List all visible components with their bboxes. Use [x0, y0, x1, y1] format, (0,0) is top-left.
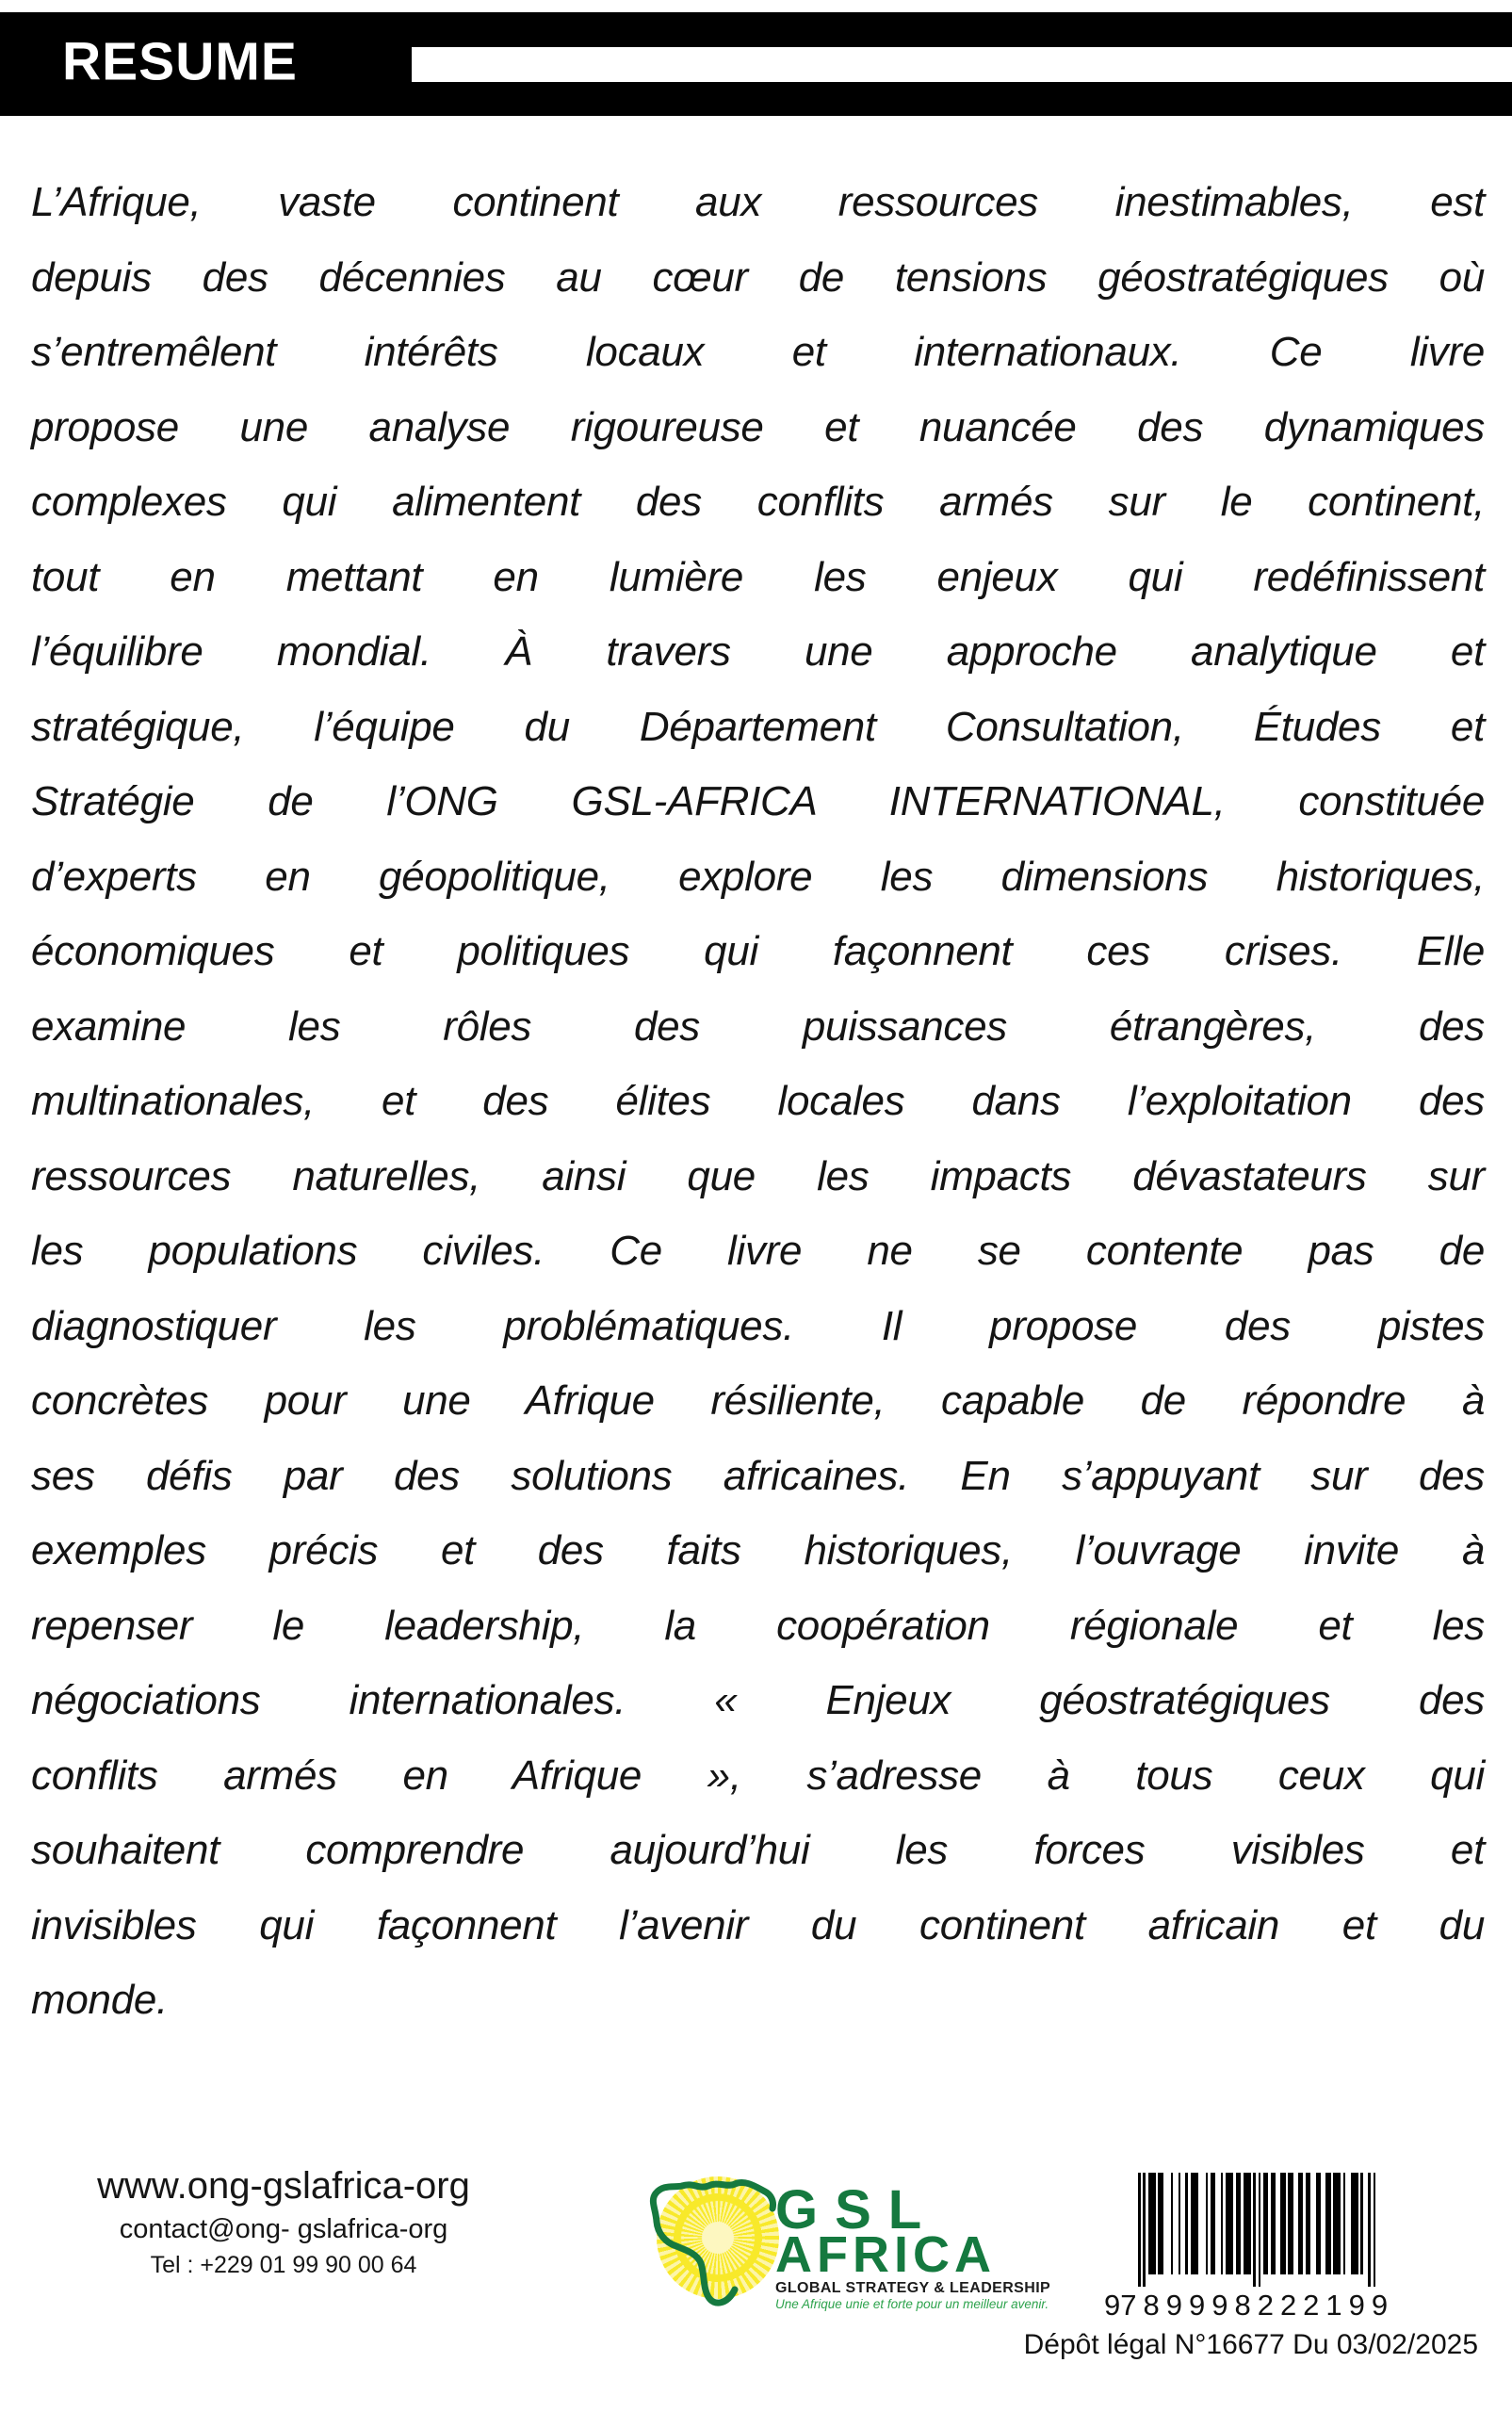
header-band: [0, 12, 1512, 116]
summary-line: exemples précis et des faits historiques, l’ouvrage invite à: [31, 1527, 1485, 1573]
summary-line: Stratégie de l’ONG GSL-AFRICA INTERNATIONAL, constituée: [31, 778, 1485, 824]
africa-outline-icon: [641, 2173, 782, 2323]
summary-line: examine les rôles des puissances étrangères, des: [31, 1002, 1485, 1050]
barcode-digit-left: 9: [1104, 2289, 1121, 2322]
logo-tagline: Une Afrique unie et forte pour un meilleur avenir.: [775, 2297, 1049, 2311]
summary-line: stratégique, l’équipe du Département Consultation, Études et: [31, 703, 1485, 750]
summary-line: l’équilibre mondial. À travers une approche analytique et: [31, 628, 1485, 675]
summary-line: multinationales, et des élites locales dans l’exploitation des: [31, 1078, 1485, 1124]
summary-line: concrètes pour une Afrique résiliente, capable de répondre à: [31, 1377, 1485, 1424]
summary-line: conflits armés en Afrique », s’adresse à tous ceux qui: [31, 1752, 1485, 1799]
summary-line: propose une analyse rigoureuse et nuancée des dynamiques: [31, 403, 1485, 450]
summary-line: invisibles qui façonnent l’avenir du continent africain et du: [31, 1901, 1485, 1948]
summary-text: [31, 179, 1485, 2052]
summary-line: complexes qui alimentent des conflits armés sur le continent,: [31, 479, 1485, 525]
logo-text-block: [775, 2179, 1051, 2312]
gsl-africa-logo: [655, 2173, 1051, 2319]
header-accent-bar: [412, 47, 1512, 82]
summary-line: s’entremêlent intérêts locaux et internationaux. Ce livre: [31, 329, 1485, 375]
logo-subtitle: GLOBAL STRATEGY & LEADERSHIP: [775, 2280, 1051, 2296]
legal-deposit: Dépôt légal N°16677 Du 03/02/2025: [1023, 2329, 1478, 2360]
barcode-bars: [1138, 2173, 1375, 2287]
summary-line: les populations civiles. Ce livre ne se contente pas de: [31, 1228, 1485, 1274]
summary-line: diagnostiquer les problématiques. Il propose des pistes: [31, 1302, 1485, 1349]
contact-phone: Tel : +229 01 99 90 00 64: [150, 2252, 417, 2278]
website-url: www.ong-gslafrica-org: [97, 2165, 470, 2207]
summary-line: repenser le leadership, la coopération régionale et les: [31, 1602, 1485, 1649]
barcode-digits: [1104, 2289, 1395, 2322]
contact-email: contact@ong- gslafrica-org: [119, 2214, 448, 2244]
barcode-group-2: 222199: [1257, 2289, 1395, 2322]
summary-line: L’Afrique, vaste continent aux ressources inestimables, est: [31, 179, 1485, 225]
summary-line: ses défis par des solutions africaines. En s’appuyant sur des: [31, 1452, 1485, 1499]
summary-line: ressources naturelles, ainsi que les impacts dévastateurs sur: [31, 1152, 1485, 1199]
logo-name-top: GSL: [775, 2179, 939, 2241]
page-title: RESUME: [62, 31, 298, 92]
barcode: [1104, 2173, 1395, 2322]
summary-line: depuis des décennies au cœur de tensions géostratégiques où: [31, 253, 1485, 301]
barcode-group-1: 789998: [1120, 2289, 1258, 2322]
summary-line: tout en mettant en lumière les enjeux qui redéfinissent: [31, 553, 1485, 600]
summary-line: d’experts en géopolitique, explore les dimensions historiques,: [31, 853, 1485, 900]
summary-line: économiques et politiques qui façonnent ces crises. Elle: [31, 928, 1485, 974]
contact-block: [42, 2161, 525, 2282]
summary-line: négociations internationales. « Enjeux géostratégiques des: [31, 1677, 1485, 1723]
summary-line: monde.: [31, 1977, 168, 2023]
summary-line: souhaitent comprendre aujourd’hui les forces visibles et: [31, 1827, 1485, 1873]
logo-name-bottom: AFRICA: [775, 2226, 996, 2283]
